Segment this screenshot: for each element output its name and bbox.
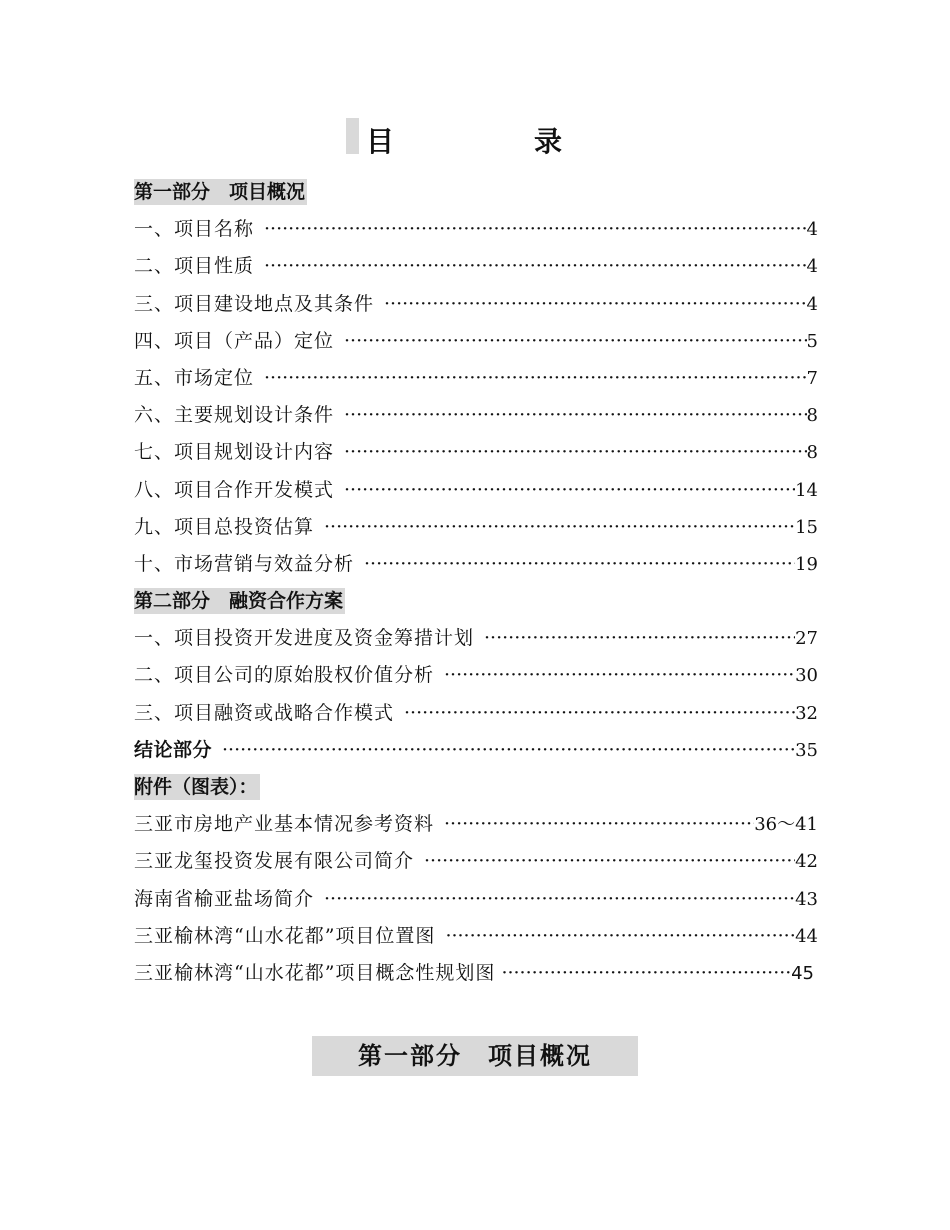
toc-entry-label: 八、项目合作开发模式 [134, 478, 335, 501]
toc-entry[interactable] [134, 397, 818, 434]
toc-entry-page: 4 [806, 256, 818, 278]
toc-entry-label: 一、项目名称 [134, 218, 255, 241]
toc-entry-label: 五、市场定位 [134, 366, 255, 389]
toc-entry[interactable] [134, 211, 818, 248]
toc-entry-page: 7 [806, 367, 818, 389]
toc-entry-page: 36～41 [754, 814, 818, 836]
toc-entry-page: 30 [795, 665, 818, 687]
toc-entry-label: 十、市场营销与效益分析 [134, 552, 355, 575]
toc-entry[interactable] [134, 546, 818, 583]
toc-entry-label: 三亚龙玺投资发展有限公司简介 [134, 850, 415, 873]
toc-entry[interactable] [134, 472, 818, 509]
toc-entry-label: 九、项目总投资估算 [134, 515, 315, 538]
leader-dots [344, 472, 795, 509]
title-char-1: 目 [366, 125, 395, 158]
toc-entry[interactable] [134, 657, 818, 694]
toc-entry[interactable] [134, 881, 818, 918]
leader-dots [384, 286, 807, 323]
toc-entry[interactable] [134, 806, 818, 843]
leader-dots [264, 248, 807, 285]
toc-entry[interactable] [134, 286, 818, 323]
toc-entry-page: 4 [806, 293, 818, 315]
toc-entry[interactable] [134, 843, 818, 880]
toc-entry-page: 43 [795, 888, 818, 910]
toc-entry-page: 8 [806, 442, 818, 464]
leader-dots [324, 881, 795, 918]
toc-entry-label: 三、项目融资或战略合作模式 [134, 701, 395, 724]
toc-entry[interactable] [134, 323, 818, 360]
part2-heading: 第二部分 融资合作方案 [134, 590, 344, 613]
toc-entry-page: 4 [806, 219, 818, 241]
leader-dots [444, 806, 754, 843]
toc-entry-label: 七、项目规划设计内容 [134, 441, 335, 464]
leader-dots [222, 732, 795, 769]
toc-entry-page: 8 [806, 405, 818, 427]
leader-dots [324, 509, 795, 546]
leader-dots [344, 323, 807, 360]
part1-heading: 第一部分 项目概况 [134, 181, 306, 203]
toc-entry-label: 三亚市房地产业基本情况参考资料 [134, 813, 435, 836]
toc-entry-conclusion[interactable] [134, 732, 818, 769]
toc-entry-label: 海南省榆亚盐场简介 [134, 887, 315, 910]
toc-entry-page: 27 [795, 628, 818, 650]
toc-entry[interactable] [134, 918, 818, 955]
toc-entry-page: 19 [795, 553, 818, 575]
toc-entry-label: 四、项目（产品）定位 [134, 329, 335, 352]
toc-entry-page: 32 [795, 702, 818, 724]
toc-title [346, 118, 571, 158]
leader-dots [364, 546, 795, 583]
section-heading: 第一部分 项目概况 [312, 1036, 638, 1076]
title-highlight [346, 118, 359, 154]
toc-entry[interactable] [134, 620, 818, 657]
toc-entry-label: 二、项目性质 [134, 255, 255, 278]
toc-entry[interactable] [134, 695, 818, 732]
toc-entry-page: 42 [795, 851, 818, 873]
toc-entry-page: 44 [795, 925, 818, 947]
toc-entry-label: 结论部分 [134, 738, 213, 761]
toc-entry-page: 45 [791, 962, 814, 984]
leader-dots [484, 620, 795, 657]
leader-dots [344, 397, 807, 434]
toc-entry-label: 三亚榆林湾“山水花都”项目概念性规划图 [134, 961, 496, 984]
toc-entry-page: 14 [795, 479, 818, 501]
table-of-contents [134, 174, 818, 992]
toc-entry-page: 15 [795, 516, 818, 538]
toc-entry-page: 5 [806, 330, 818, 352]
toc-entry-label: 三亚榆林湾“山水花都”项目位置图 [134, 924, 436, 947]
leader-dots [445, 918, 795, 955]
leader-dots [264, 360, 807, 397]
leader-dots [264, 211, 807, 248]
leader-dots [424, 843, 795, 880]
leader-dots [444, 657, 795, 694]
toc-entry[interactable] [134, 360, 818, 397]
leader-dots [404, 695, 795, 732]
toc-entry[interactable] [134, 248, 818, 285]
title-char-2: 录 [534, 125, 563, 158]
toc-entry-page: 35 [795, 739, 818, 761]
toc-entry[interactable] [134, 955, 814, 992]
toc-entry-label: 六、主要规划设计条件 [134, 404, 335, 427]
toc-entry-label: 三、项目建设地点及其条件 [134, 292, 375, 315]
leader-dots [501, 955, 791, 992]
leader-dots [344, 434, 807, 471]
toc-entry[interactable] [134, 509, 818, 546]
toc-entry-label: 二、项目公司的原始股权价值分析 [134, 664, 435, 687]
toc-entry-label: 一、项目投资开发进度及资金筹措计划 [134, 627, 475, 650]
appendix-heading: 附件（图表）： [134, 776, 258, 798]
toc-entry[interactable] [134, 434, 818, 471]
